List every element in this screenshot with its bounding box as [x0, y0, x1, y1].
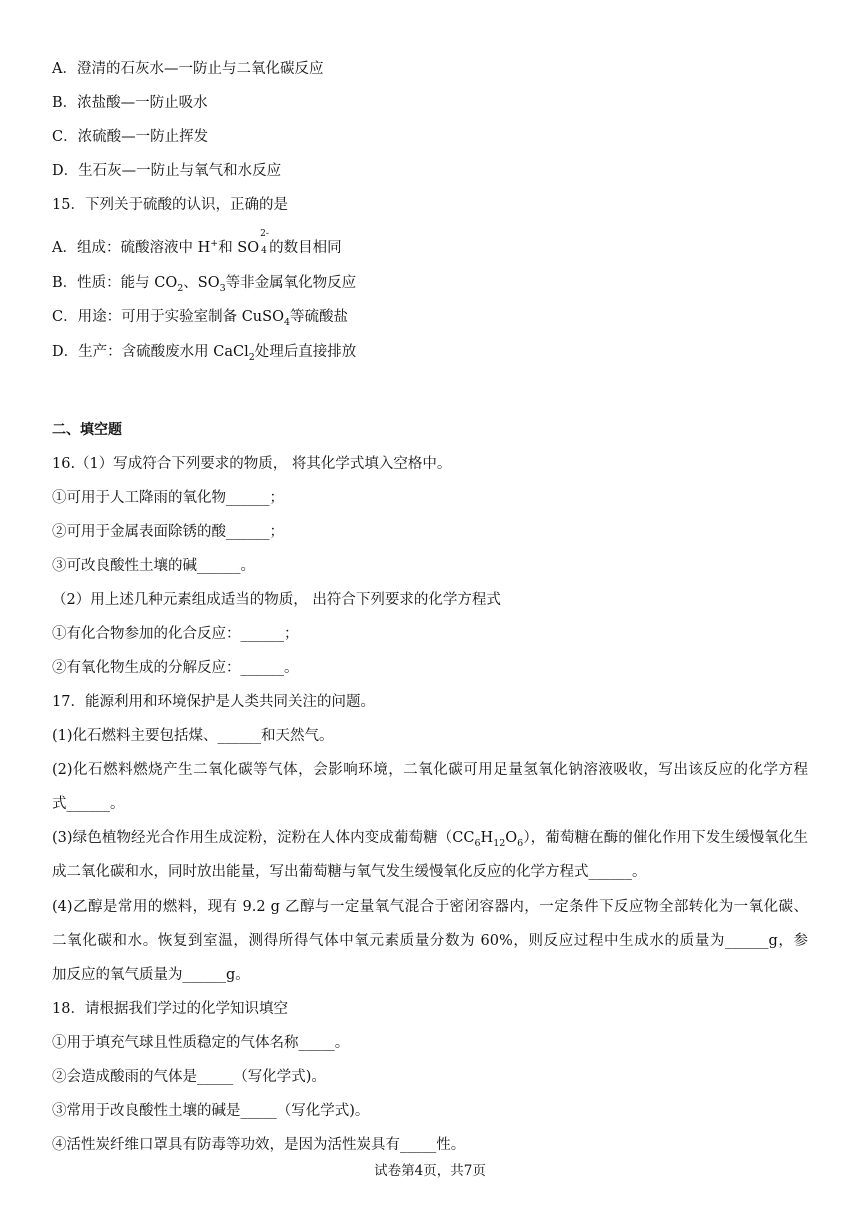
q14-option-b: B．浓盐酸—一防止吸水 — [52, 95, 208, 111]
q15-option-a — [52, 228, 342, 259]
q15-b-pre: B．性质：能与 CO — [52, 275, 178, 291]
q14-option-a: A．澄清的石灰水—一防止与二氧化碳反应 — [52, 61, 324, 77]
q18-item-3: ③常用于改良酸性土壤的碱是_____（写化学式)。 — [52, 1103, 370, 1119]
q17-s3-pre: (3)绿色植物经光合作用生成淀粉，淀粉在人体内变成葡萄糖（C — [52, 830, 464, 846]
page-footer: 试卷第4页，共7页 — [374, 1163, 486, 1179]
q15-b-mid: 、SO — [183, 275, 220, 291]
q15-b-sub2: 3 — [219, 282, 226, 294]
q15-d-post: 处理后直接排放 — [254, 344, 357, 360]
q17-sub-4-line-2: 二氧化碳和水。恢复到室温，测得所得气体中氧元素质量分数为 60%，则反应过程中生成水的质量为______g，参 — [52, 933, 808, 949]
q17-sub-4-line-3: 加反应的氧气质量为______g。 — [52, 967, 250, 983]
q15-option-b — [52, 272, 356, 300]
glucose-h-sub: 12 — [493, 837, 506, 849]
q16-equation-1: ①有化合物参加的化合反应：______； — [52, 626, 299, 642]
q16-part1: 16.（1）写成符合下列要求的物质， 将其化学式填入空格中。 — [52, 456, 452, 472]
glucose-h: H — [480, 830, 494, 846]
q15-a-pre: A．组成：硫酸溶液中 H — [52, 239, 211, 256]
q15-a-plus: + — [210, 238, 219, 249]
glucose-o: O — [505, 830, 518, 846]
glucose-o-sub: 6 — [517, 837, 524, 849]
q17-sub-3-line-1 — [52, 827, 808, 855]
q16-part2: （2）用上述几种元素组成适当的物质， 出符合下列要求的化学方程式 — [52, 592, 501, 608]
q15-d-sub: 2 — [248, 351, 255, 363]
q15-option-c — [52, 306, 348, 334]
q17-sub-2-line-2: 式______。 — [52, 796, 125, 812]
q16-equation-2: ②有氧化物生成的分解反应：______。 — [52, 660, 299, 676]
q15-a-post: 的数目相同 — [269, 239, 342, 256]
q15-c-pre: C．用途：可用于实验室制备 CuSO — [52, 309, 284, 325]
q15-a-charge: 2- — [260, 228, 269, 239]
q17-sub-4-line-1: (4)乙醇是常用的燃料，现有 9.2 g 乙醇与一定量氧气混合于密闭容器内，一定条件下反应物全部转化为一氧化碳、 — [52, 899, 808, 915]
q18-item-1: ①用于填充气球且性质稳定的气体名称_____。 — [52, 1035, 350, 1051]
glucose-c-sub: 6 — [474, 837, 481, 849]
q18-stem: 18．请根据我们学过的化学知识填空 — [52, 1001, 288, 1017]
q15-b-post: 等非金属氧化物反应 — [225, 275, 357, 291]
q17-sub-3-line-2: 成二氧化碳和水，同时放出能量，写出葡萄糖与氧气发生缓慢氧化反应的化学方程式______。 — [52, 864, 647, 880]
q16-item-2: ②可用于金属表面除锈的酸______； — [52, 524, 284, 540]
q14-option-d: D．生石灰—一防止与氧气和水反应 — [52, 163, 282, 179]
section-title-fill-in: 二、填空题 — [52, 422, 122, 438]
q15-a-mid: 和 SO — [218, 239, 260, 256]
q18-item-4: ④活性炭纤维口罩具有防毒等功效，是因为活性炭具有_____性。 — [52, 1137, 466, 1153]
q15-c-post: 等硫酸盐 — [290, 309, 349, 325]
sulfate-ion-notation — [259, 228, 269, 259]
q15-option-d — [52, 341, 356, 369]
q15-a-sub: 4 — [261, 245, 267, 256]
q14-option-c: C．浓硫酸—一防止挥发 — [52, 129, 209, 145]
q15-c-sub: 4 — [283, 316, 291, 328]
glucose-c: C — [463, 830, 475, 846]
q16-item-3: ③可改良酸性土壤的碱______。 — [52, 558, 255, 574]
q18-item-2: ②会造成酸雨的气体是_____（写化学式)。 — [52, 1069, 326, 1085]
q17-stem: 17．能源利用和环境保护是人类共同关注的问题。 — [52, 694, 375, 710]
q15-b-sub1: 2 — [177, 282, 184, 294]
q15-stem: 15．下列关于硫酸的认识，正确的是 — [52, 197, 288, 213]
q17-sub-1: (1)化石燃料主要包括煤、______和天然气。 — [52, 728, 334, 744]
q16-item-1: ①可用于人工降雨的氧化物______； — [52, 490, 284, 506]
q15-d-pre: D．生产：含硫酸废水用 CaCl — [52, 344, 249, 360]
q17-sub-2-line-1: (2)化石燃料燃烧产生二氧化碳等气体，会影响环境，二氧化碳可用足量氢氧化钠溶液吸收，写出该反应的化学方程 — [52, 762, 808, 778]
q17-s3-post: ），葡萄糖在酶的催化作用下发生缓慢氧化生 — [523, 830, 808, 846]
